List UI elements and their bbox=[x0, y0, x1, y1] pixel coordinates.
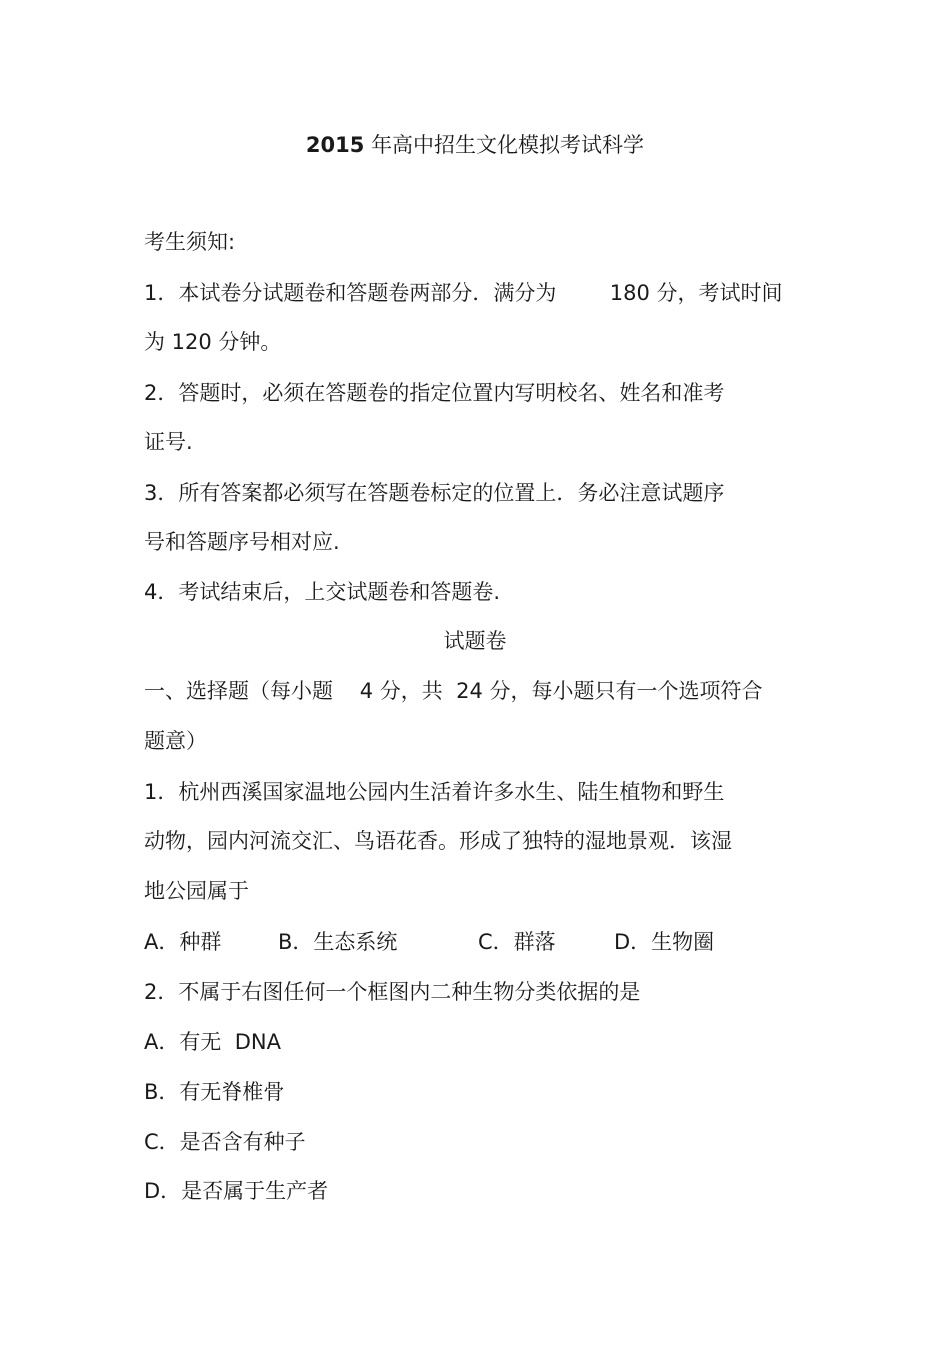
title-year: 2015 bbox=[305, 133, 365, 157]
page-title bbox=[0, 130, 950, 160]
q2-stem: 2．不属于右图任何一个框图内二种生物分类依据的是 bbox=[144, 980, 641, 1004]
part1-heading-line-1: 一、选择题（每小题 4 分，共 24 分，每小题只有一个选项符合 bbox=[144, 679, 763, 703]
part1-heading-line-2: 题意） bbox=[144, 729, 207, 753]
notice-item-1-line-1: 1．本试卷分试题卷和答题卷两部分．满分为 180 分，考试时间 bbox=[144, 281, 783, 305]
title-text: 年高中招生文化模拟考试科学 bbox=[371, 133, 645, 157]
notice-item-1-line-2: 为 120 分钟。 bbox=[144, 330, 282, 354]
q1-option-b: B．生态系统 bbox=[278, 930, 398, 954]
q1-option-d: D．生物圈 bbox=[614, 930, 715, 954]
notice-item-3-line-2: 号和答题序号相对应. bbox=[144, 530, 340, 554]
notice-heading: 考生须知: bbox=[144, 230, 236, 254]
notice-item-2-line-2: 证号. bbox=[144, 430, 193, 454]
q2-option-b: B．有无脊椎骨 bbox=[144, 1080, 285, 1104]
notice-item-2-line-1: 2．答题时，必须在答题卷的指定位置内写明校名、姓名和准考 bbox=[144, 381, 725, 405]
q1-option-c: C．群落 bbox=[478, 930, 556, 954]
q1-option-a: A．种群 bbox=[144, 930, 222, 954]
section-title: 试题卷 bbox=[443, 629, 507, 653]
notice-item-4-line-1: 4．考试结束后，上交试题卷和答题卷. bbox=[144, 580, 501, 604]
notice-item-3-line-1: 3．所有答案都必须写在答题卷标定的位置上．务必注意试题序 bbox=[144, 481, 725, 505]
q2-option-d: D．是否属于生产者 bbox=[144, 1179, 329, 1203]
q1-line-2: 动物，园内河流交汇、鸟语花香。形成了独特的湿地景观．该湿 bbox=[144, 829, 732, 853]
q2-option-c: C．是否含有种子 bbox=[144, 1130, 306, 1154]
q1-line-1: 1．杭州西溪国家温地公园内生活着许多水生、陆生植物和野生 bbox=[144, 780, 725, 804]
q2-option-a: A．有无 DNA bbox=[144, 1030, 281, 1054]
q1-line-3: 地公园属于 bbox=[144, 879, 249, 903]
